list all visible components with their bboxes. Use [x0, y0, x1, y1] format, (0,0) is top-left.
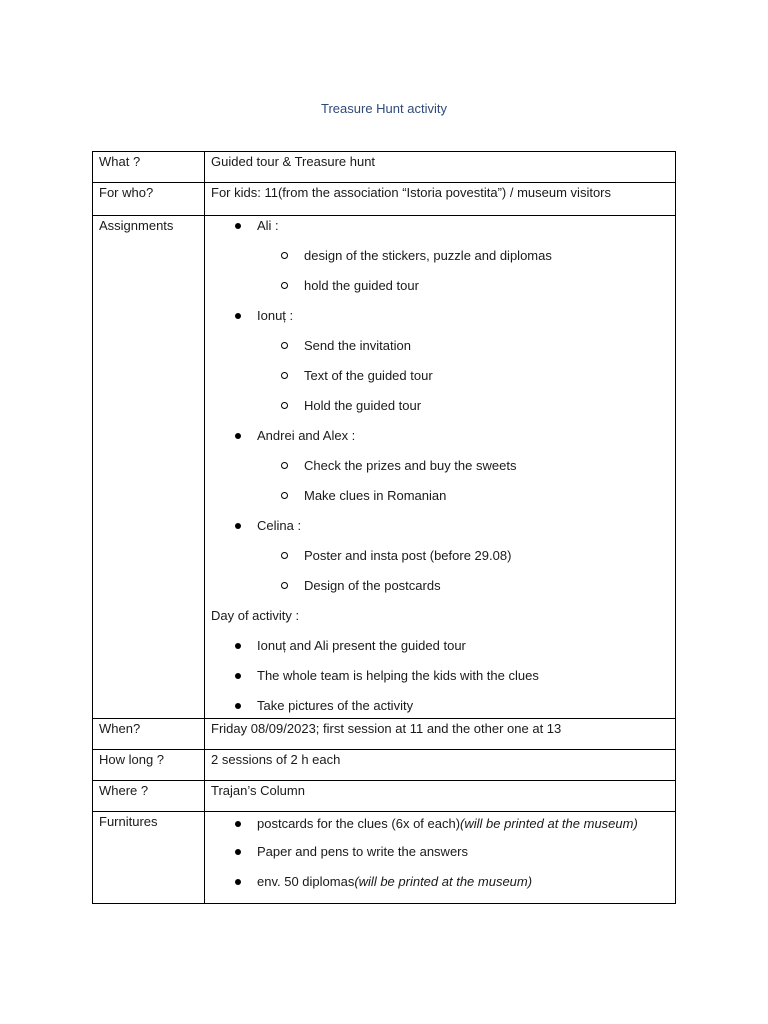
table-row-when	[93, 719, 676, 750]
list-item: The whole team is helping the kids with the clues	[211, 667, 669, 697]
row-label: For who?	[93, 183, 205, 216]
list-item: Design of the postcards	[211, 577, 669, 607]
assignments-content	[205, 216, 676, 719]
table-row-how-long	[93, 750, 676, 781]
row-label: What ?	[93, 152, 205, 183]
list-item	[211, 873, 669, 903]
list-item: Ionuț and Ali present the guided tour	[211, 637, 669, 667]
row-label: Assignments	[93, 216, 205, 719]
item-text: postcards for the clues (6x of each)	[257, 816, 461, 831]
list-item: Send the invitation	[211, 337, 669, 367]
item-text: env. 50 diplomas	[257, 874, 355, 889]
table-row-where	[93, 781, 676, 812]
row-value: For kids: 11(from the association “Istoria povestita”) / museum visitors	[205, 183, 676, 216]
row-value: Trajan’s Column	[205, 781, 676, 812]
activity-table	[92, 151, 676, 904]
table-row-what	[93, 152, 676, 183]
furnitures-content	[205, 812, 676, 904]
item-note: (will be printed at the museum)	[354, 874, 533, 889]
table-row-furnitures	[93, 812, 676, 904]
list-item	[211, 813, 669, 843]
list-item: Ionuț :	[211, 307, 669, 337]
row-label: Furnitures	[93, 812, 205, 904]
list-item: Ali :	[211, 217, 669, 247]
day-of-activity-heading: Day of activity :	[211, 608, 300, 623]
list-item: Celina :	[211, 517, 669, 547]
row-label: When?	[93, 719, 205, 750]
item-text: Paper and pens to write the answers	[257, 844, 469, 859]
list-item: design of the stickers, puzzle and diplomas	[211, 247, 669, 277]
list-item: Andrei and Alex :	[211, 427, 669, 457]
list-item: Make clues in Romanian	[211, 487, 669, 517]
list-item: Text of the guided tour	[211, 367, 669, 397]
table-row-assignments	[93, 216, 676, 719]
list-item: Check the prizes and buy the sweets	[211, 457, 669, 487]
row-label: How long ?	[93, 750, 205, 781]
document-title: Treasure Hunt activity	[321, 101, 447, 116]
table-row-for-who	[93, 183, 676, 216]
list-item: hold the guided tour	[211, 277, 669, 307]
list-item: Poster and insta post (before 29.08)	[211, 547, 669, 577]
list-item	[211, 843, 669, 873]
item-note: (will be printed at the museum)	[460, 816, 638, 831]
row-value: Guided tour & Treasure hunt	[205, 152, 676, 183]
list-item: Take pictures of the activity	[211, 697, 669, 718]
row-value: Friday 08/09/2023; first session at 11 and the other one at 13	[205, 719, 676, 750]
list-item: Hold the guided tour	[211, 397, 669, 427]
row-value: 2 sessions of 2 h each	[205, 750, 676, 781]
row-label: Where ?	[93, 781, 205, 812]
